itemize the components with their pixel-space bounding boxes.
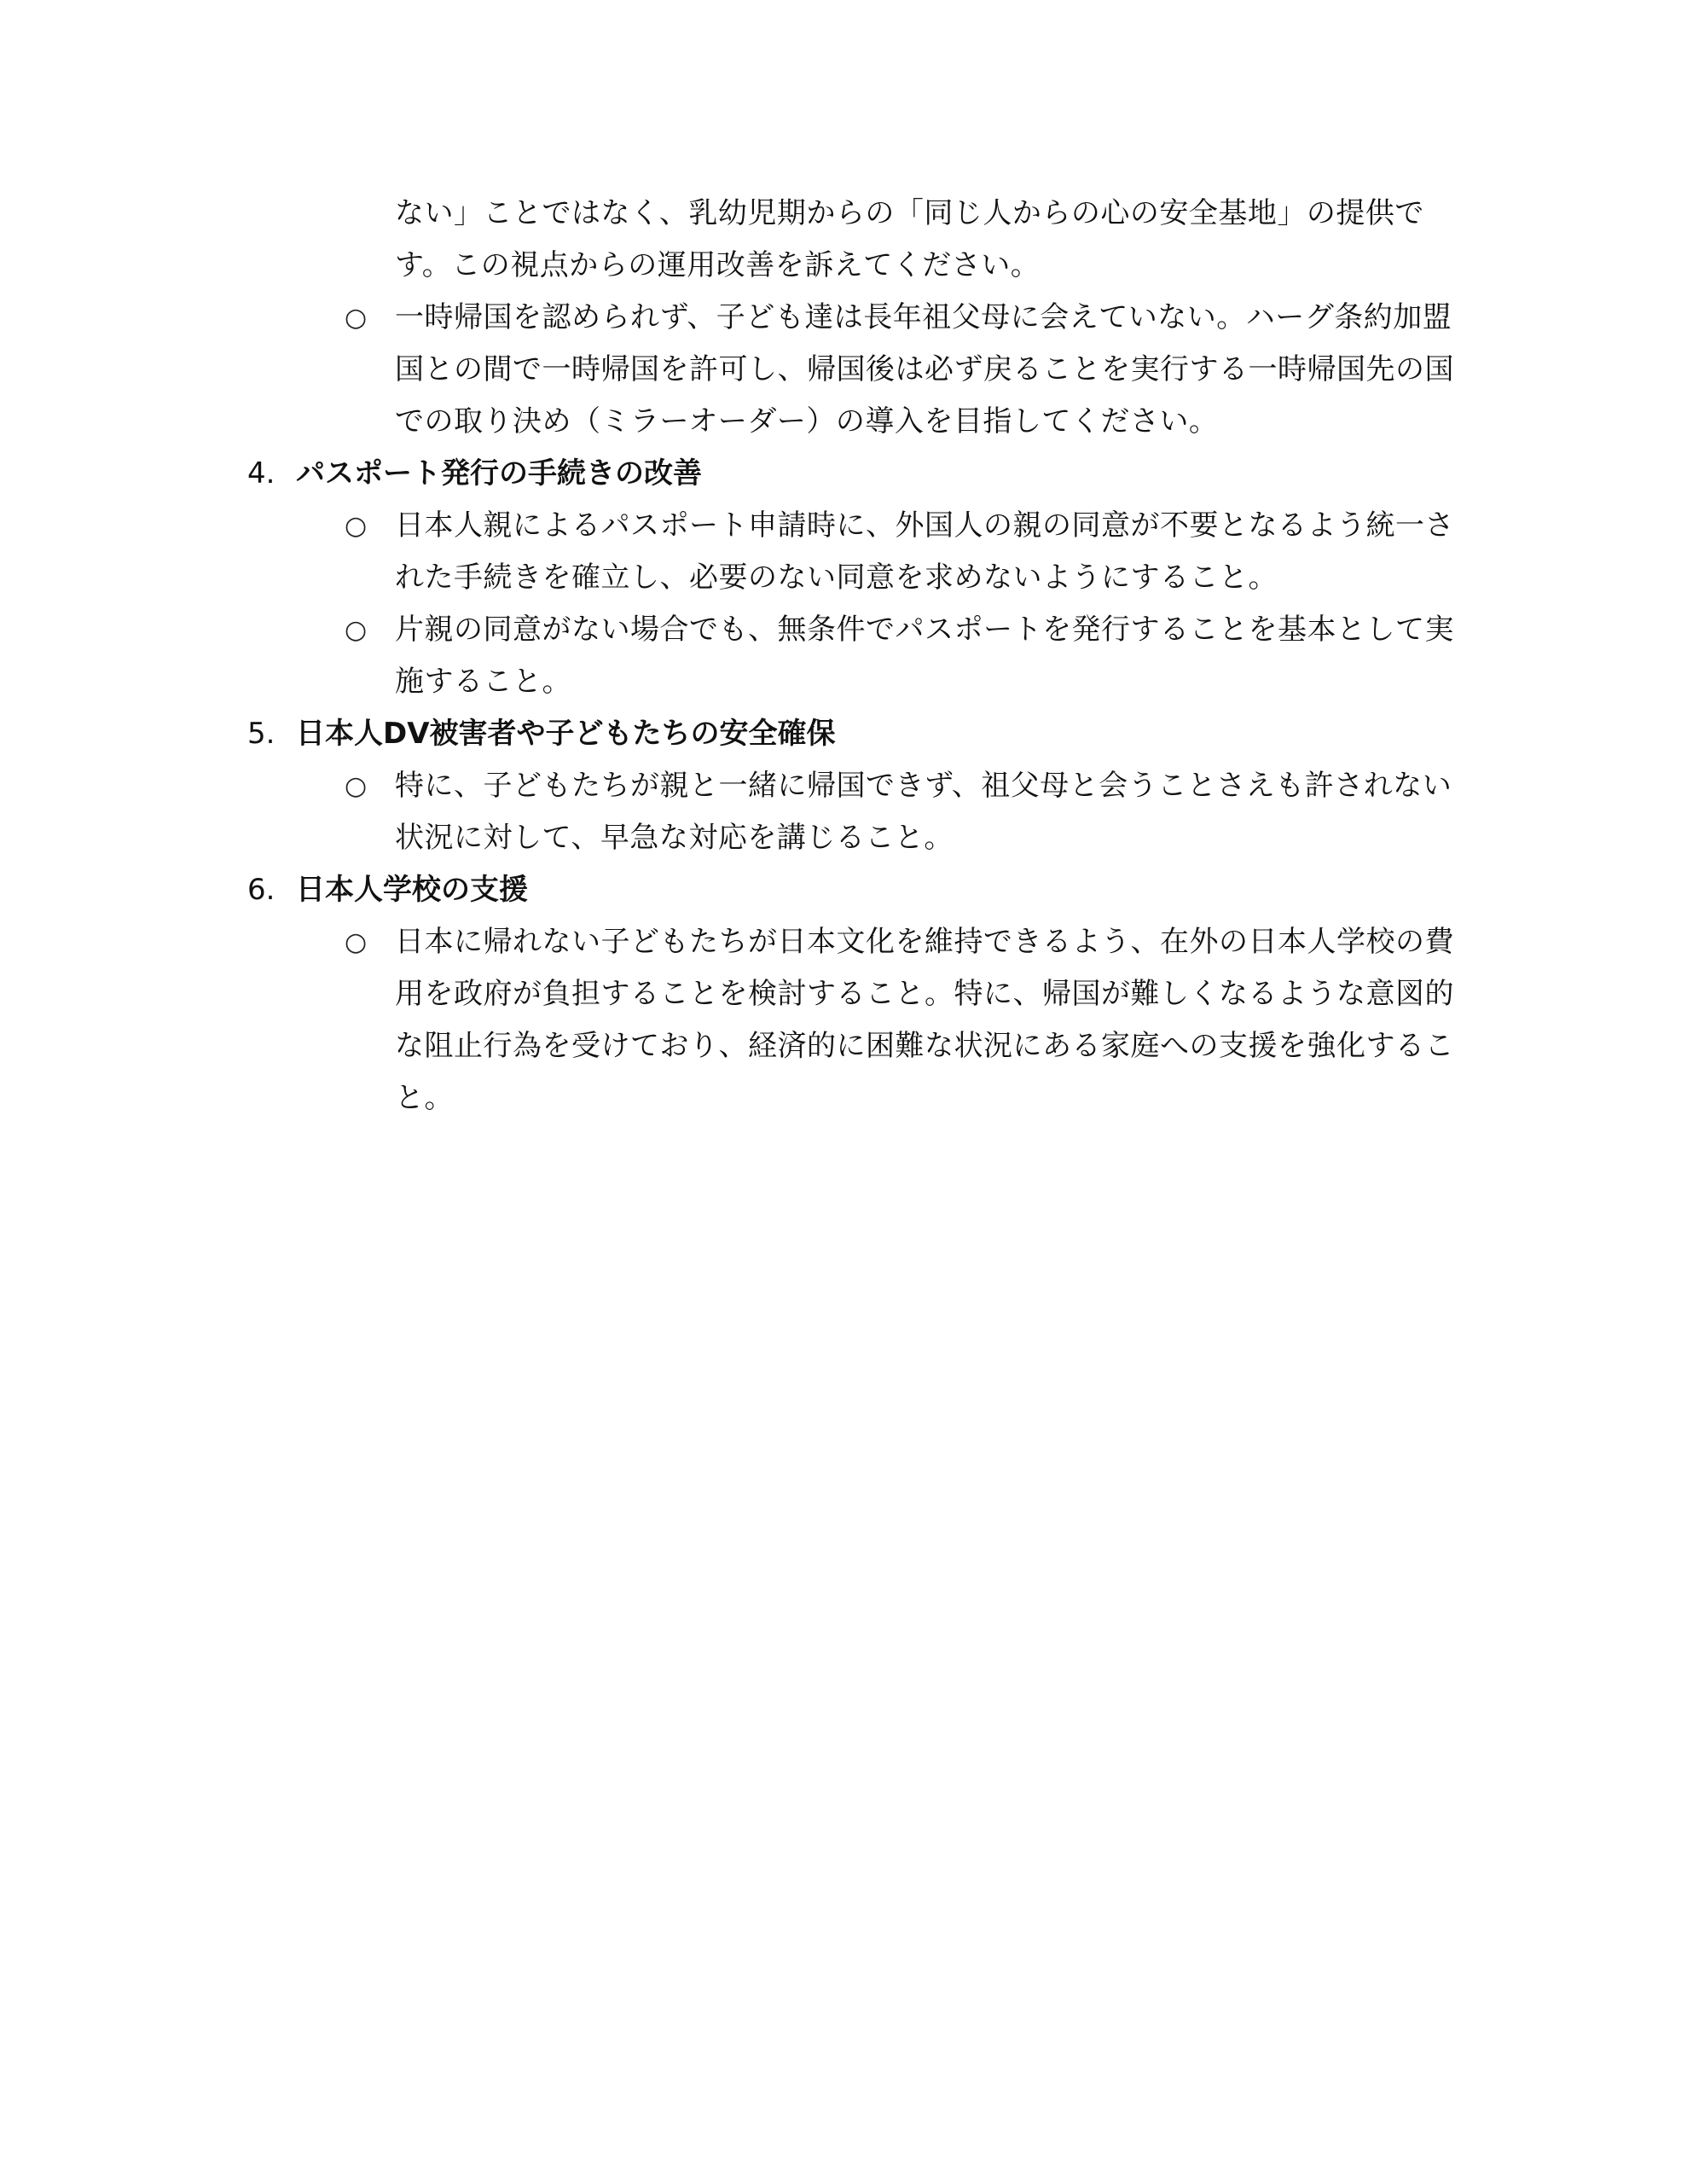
bullet-text: 特に、子どもたちが親と一緒に帰国できず、祖父母と会うことさえも許されない	[395, 769, 1452, 803]
hollow-circle-bullet-icon: ○	[345, 615, 368, 645]
bullet-text: 施すること。	[395, 665, 571, 699]
list-item	[0, 760, 1687, 812]
text-line	[0, 968, 1687, 1020]
section-number: 5.	[247, 717, 275, 751]
bullet-text: 日本に帰れない子どもたちが日本文化を維持できるよう、在外の日本人学校の費	[395, 925, 1454, 959]
text-line	[0, 1072, 1687, 1124]
section-heading	[0, 864, 1687, 916]
text-line	[0, 656, 1687, 708]
text-line	[0, 396, 1687, 448]
bullet-text: な阻止行為を受けており、経済的に困難な状況にある家庭への支援を強化するこ	[395, 1029, 1454, 1063]
text-line	[0, 240, 1687, 292]
bullet-text: での取り決め（ミラーオーダー）の導入を目指してください。	[395, 404, 1219, 439]
list-item	[0, 916, 1687, 968]
bullet-text: す。この視点からの運用改善を訴えてください。	[395, 248, 1041, 282]
text-line	[0, 188, 1687, 240]
bullet-text: と。	[395, 1081, 454, 1115]
bullet-text: 片親の同意がない場合でも、無条件でパスポートを発行することを基本として実	[395, 613, 1454, 647]
section-number: 4.	[247, 456, 275, 491]
bullet-text: ない」ことではなく、乳幼児期からの「同じ人からの心の安全基地」の提供で	[395, 196, 1424, 230]
bullet-text: 用を政府が負担することを検討すること。特に、帰国が難しくなるような意図的	[395, 977, 1454, 1011]
bullet-text: 国との間で一時帰国を許可し、帰国後は必ず戻ることを実行する一時帰国先の国	[395, 352, 1454, 386]
section-heading	[0, 708, 1687, 760]
text-line	[0, 552, 1687, 604]
bullet-text: 状況に対して、早急な対応を講じること。	[395, 821, 954, 855]
section-title: 日本人学校の支援	[296, 873, 528, 907]
hollow-circle-bullet-icon: ○	[345, 511, 368, 541]
hollow-circle-bullet-icon: ○	[345, 303, 368, 333]
section-title: 日本人DV被害者や子どもたちの安全確保	[296, 717, 836, 751]
bullet-text: れた手続きを確立し、必要のない同意を求めないようにすること。	[395, 561, 1278, 595]
bullet-text: 日本人親によるパスポート申請時に、外国人の親の同意が不要となるよう統一さ	[395, 508, 1454, 543]
section-heading	[0, 448, 1687, 500]
section-title: パスポート発行の手続きの改善	[296, 456, 702, 491]
section-number: 6.	[247, 873, 275, 907]
hollow-circle-bullet-icon: ○	[345, 771, 368, 801]
list-item	[0, 292, 1687, 344]
list-item	[0, 604, 1687, 656]
bullet-text: 一時帰国を認められず、子ども達は長年祖父母に会えていない。ハーグ条約加盟	[395, 300, 1452, 334]
hollow-circle-bullet-icon: ○	[345, 927, 368, 957]
text-line	[0, 344, 1687, 396]
list-item	[0, 500, 1687, 552]
text-line	[0, 1020, 1687, 1072]
text-line	[0, 812, 1687, 864]
